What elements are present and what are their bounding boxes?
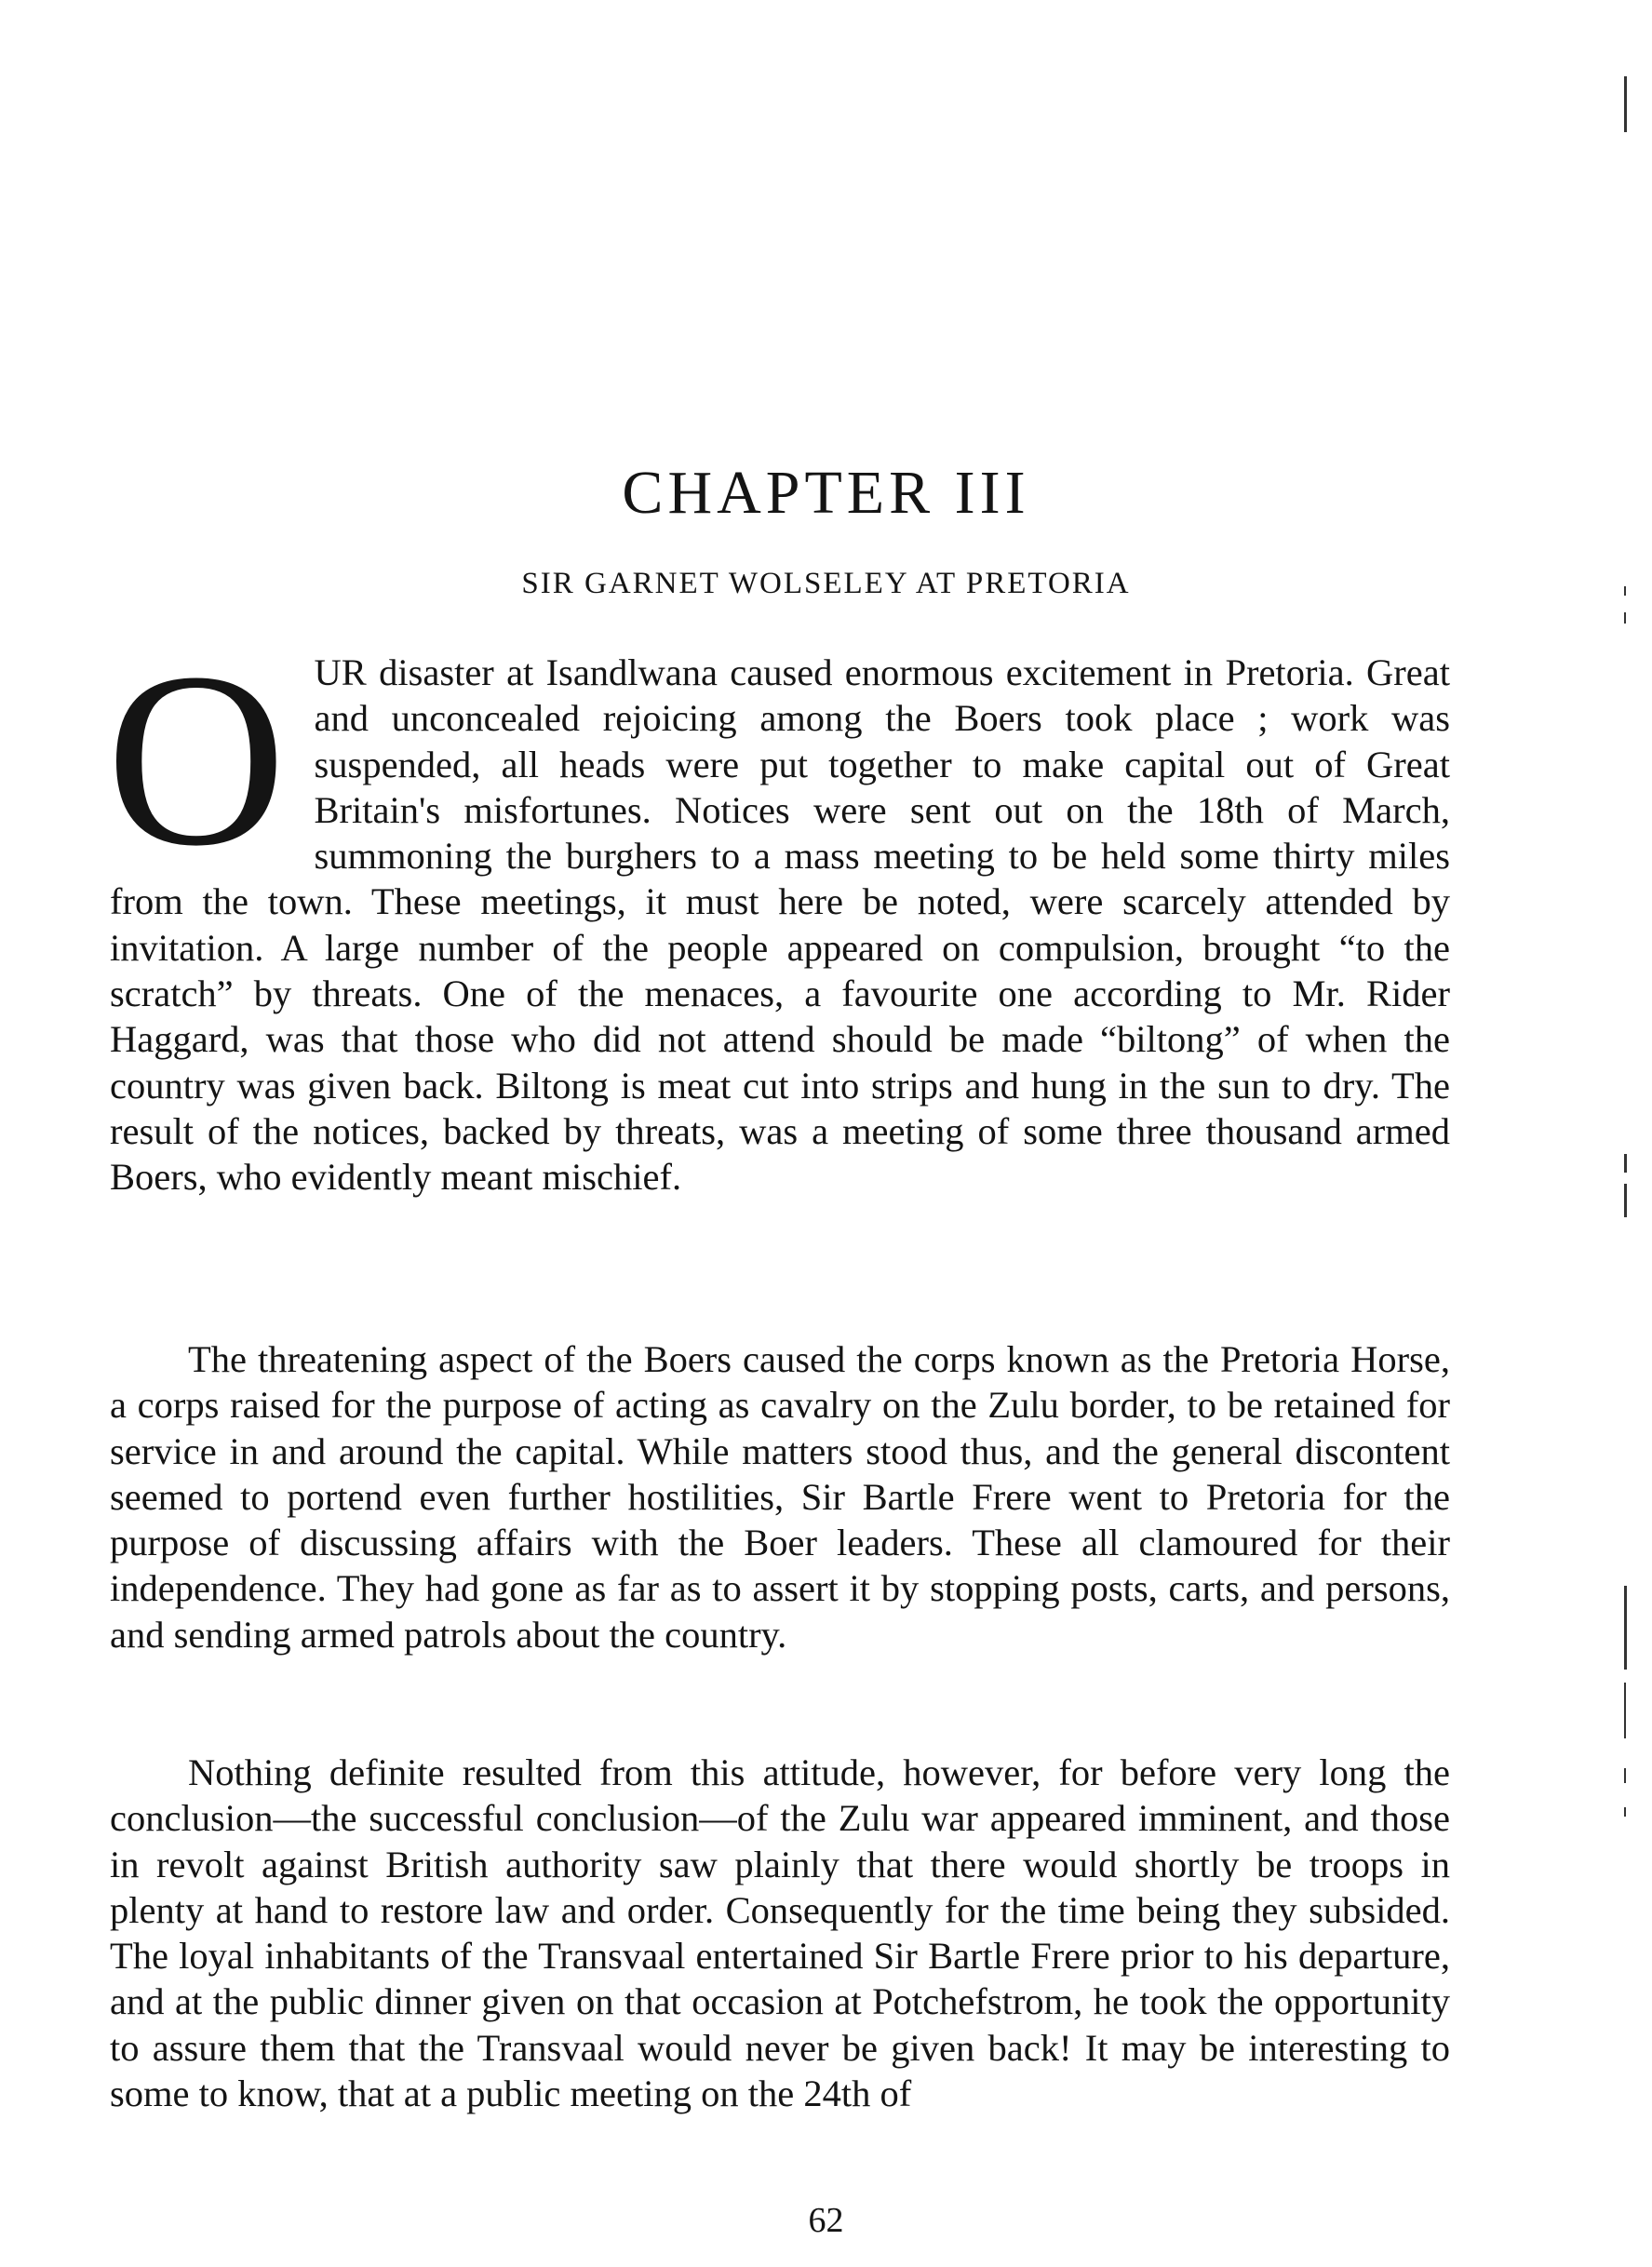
scan-edge-mark (1624, 586, 1626, 596)
scan-edge-mark (1624, 1807, 1626, 1817)
chapter-subtitle: SIR GARNET WOLSELEY AT PRETORIA (521, 567, 1131, 600)
scan-edge-mark (1624, 1184, 1627, 1217)
paragraph-2-text: The threatening aspect of the Boers caused the corps known as the Pretoria Horse, a corps raised for the purpose of acting as cavalry on the Zulu border, to be retained for service in and around the capital. While matters stood thus, and the general discontent seemed to portend even further hostilities, Sir Bartle Frere went to Pretoria for the purpose of discussing affairs with the Boer leaders. These all clamoured for their independence. They had gone as far as to assert it by stopping posts, carts, and persons, and sending armed patrols about the country. (110, 1338, 1450, 1656)
scan-edge-mark (1624, 1154, 1627, 1173)
chapter-title: CHAPTER III (622, 459, 1030, 527)
scan-edge-mark (1624, 76, 1627, 132)
paragraph-3-text: Nothing definite resulted from this attitude, however, for before very long the conclusion—the successful conclusion—of the Zulu war appeared imminent, and those in revolt against British authority saw plainly that there would shortly be troops in plenty at hand to restore law and order. Consequently for the time being they subsided. The loyal inhabitants of the Transvaal entertained Sir Bartle Frere prior to his departure, and at the public dinner given on that occasion at Potchefstrom, he took the opportunity to assure them that the Transvaal would never be given back! It may be interesting to some to know, that at a public meeting on the 24th of (110, 1751, 1450, 2115)
scan-edge-mark (1624, 612, 1626, 624)
scan-edge-mark (1624, 1586, 1627, 1670)
paragraph-3 (110, 1750, 1450, 2116)
paragraph-2 (110, 1336, 1450, 1657)
drop-cap: O (106, 621, 287, 897)
scan-edge-mark (1624, 1768, 1626, 1783)
scan-edge-mark (1624, 1683, 1626, 1738)
paragraph-1-text: UR disaster at Isandlwana caused enormous excitement in Pretoria. Great and unconcealed rejoicing among the Boers took place ; work was suspended, all heads were put together to make capital out of Great Britain's misfortunes. Notices were sent out on the 18th of March, summoning the burghers to a mass meeting to be held some thirty miles from the town. These meetings, it must here be noted, were scarcely attended by invitation. A large number of the people appeared on compulsion, brought “to the scratch” by threats. One of the menaces, a favourite one according to Mr. Rider Haggard, was that those who did not attend should be made “biltong” of when the country was given back. Biltong is meat cut into strips and hung in the sun to dry. The result of the notices, backed by threats, was a meeting of some three thousand armed Boers, who evidently meant mischief. (110, 651, 1450, 1199)
paragraph-1 (106, 621, 1450, 1201)
page-number: 62 (808, 2201, 844, 2240)
